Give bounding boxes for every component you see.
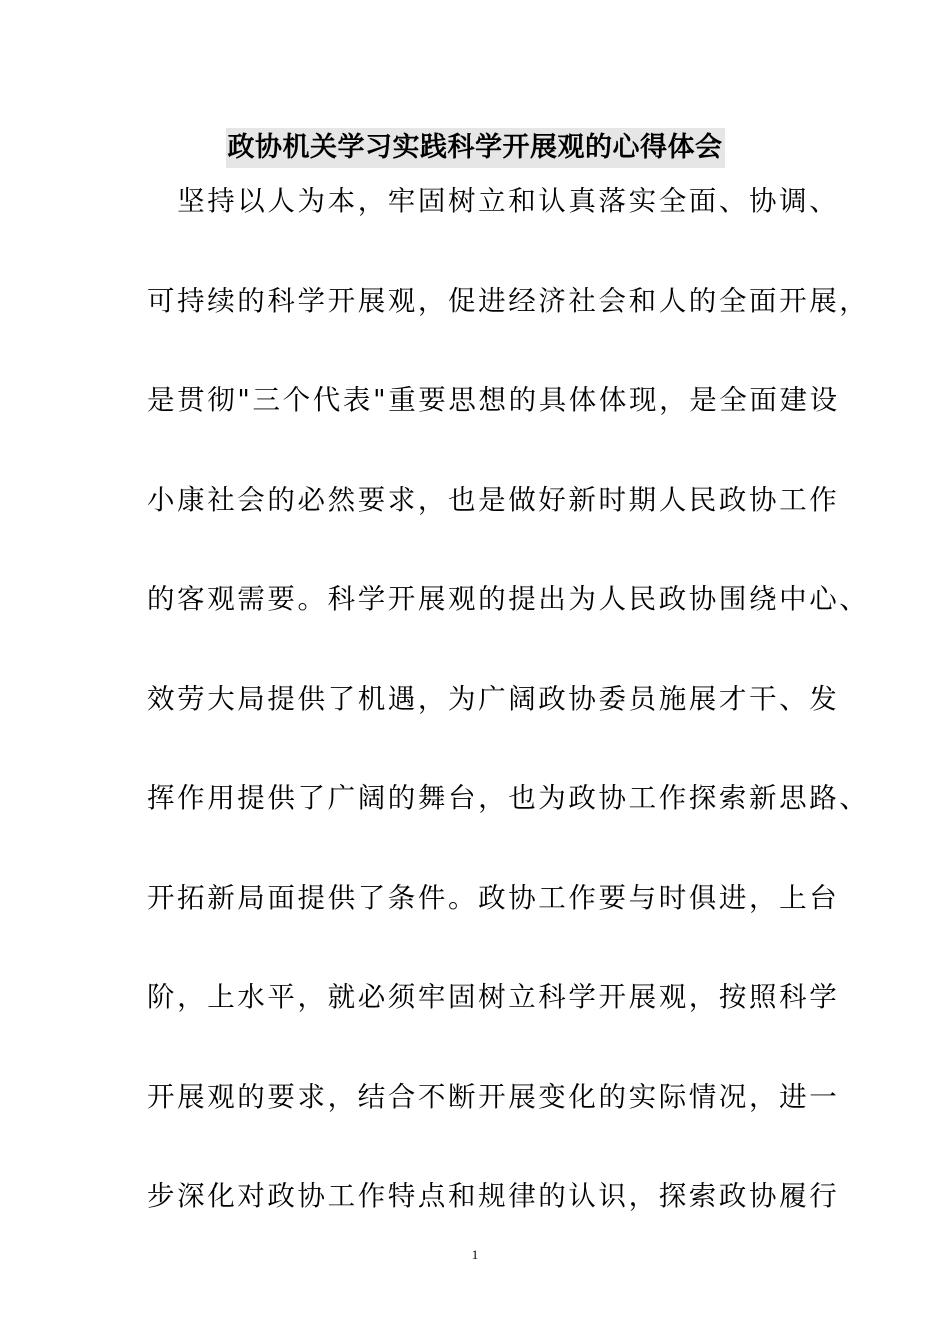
document-title: 政协机关学习实践科学开展观的心得体会 (226, 128, 725, 168)
body-line: 开拓新局面提供了条件。政协工作要与时俱进，上台 (147, 881, 840, 914)
page-number: 1 (471, 1247, 479, 1262)
body-line: 阶，上水平，就必须牢固树立科学开展观，按照科学 (147, 981, 840, 1013)
body-line: 小康社会的必然要求，也是做好新时期人民政协工作 (147, 483, 840, 516)
body-line: 开展观的要求，结合不断开展变化的实际情况，进一 (147, 1080, 840, 1113)
body-line: 坚持以人为本，牢固树立和认真落实全面、协调、 (147, 185, 840, 217)
body-line: 可持续的科学开展观，促进经济社会和人的全面开展， (147, 284, 870, 317)
document-body (147, 152, 870, 1247)
body-line: 效劳大局提供了机遇，为广阔政协委员施展才干、发 (147, 682, 840, 715)
body-line: 步深化对政协工作特点和规律的认识，探索政协履行 (147, 1180, 840, 1212)
body-line: 挥作用提供了广阔的舞台，也为政协工作探索新思路、 (147, 782, 870, 814)
body-line: 的客观需要。科学开展观的提出为人民政协围绕中心、 (147, 583, 870, 615)
body-line: 是贯彻"三个代表"重要思想的具体体现，是全面建设 (147, 384, 840, 416)
